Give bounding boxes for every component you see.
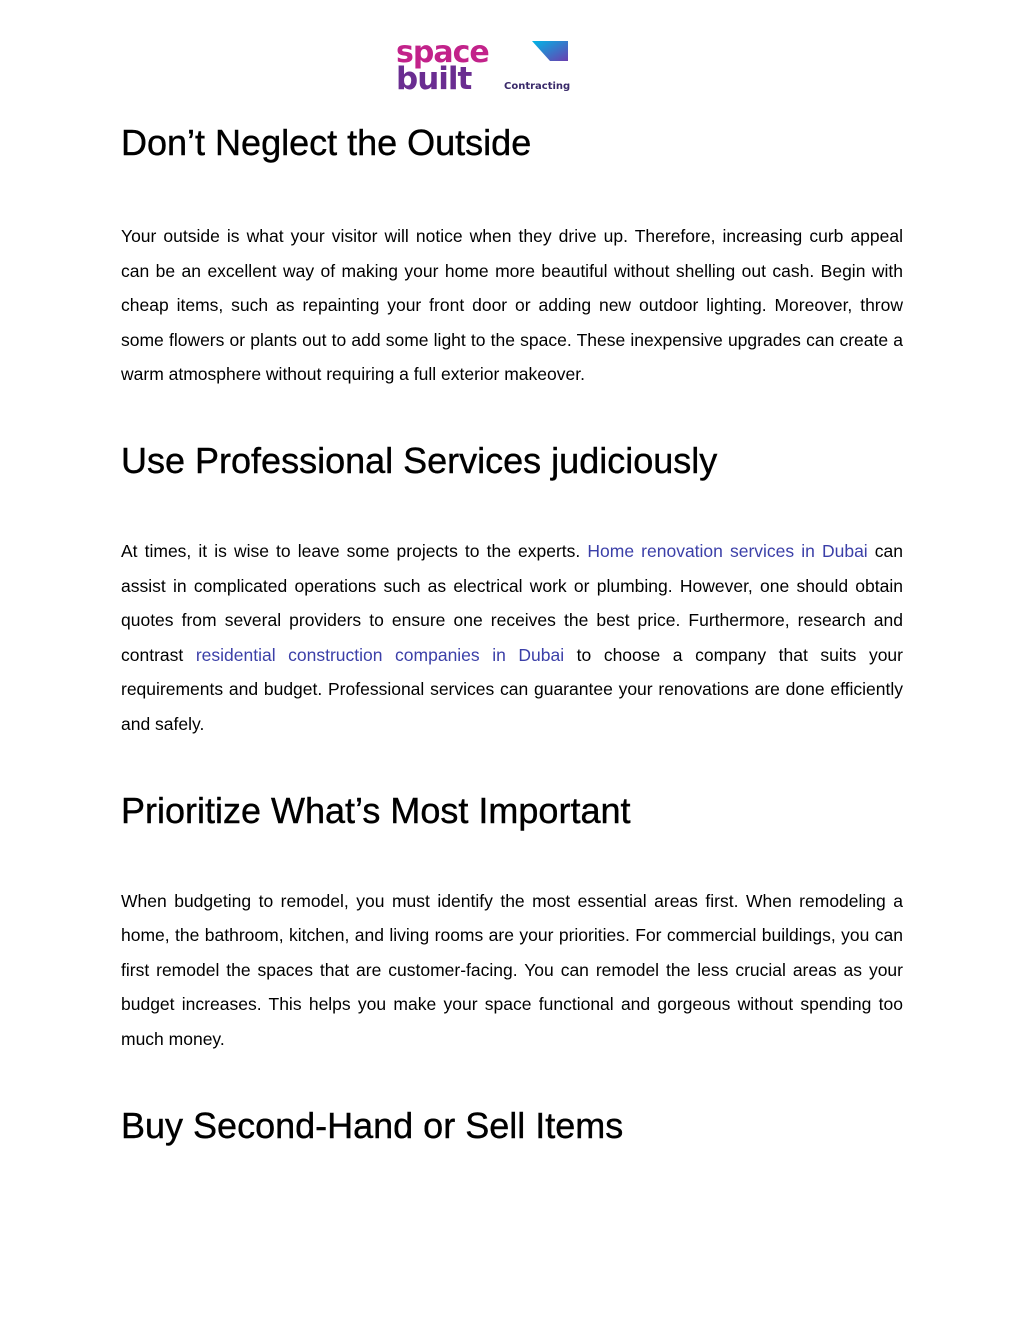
heading-prioritize-important: Prioritize What’s Most Important xyxy=(121,789,631,831)
link-home-renovation-services[interactable]: Home renovation services in Dubai xyxy=(587,540,868,561)
paragraph-text: can assist in complicated operations such as electrical work or plumbing. However, one should obtain quotes from several providers to ensure one receives the best price. Furthermore, research and contrast xyxy=(121,540,904,665)
paragraph-outside: Your outside is what your visitor will notice when they drive up. Therefore, increasing curb appeal can be an excellent way of making your home more beautiful without shelling out cash. Begin with cheap items, such as repainting your front door or adding new outdoor lighting. Moreover, throw some flowers or plants out to add some light to the space. These inexpensive upgrades can create a warm atmosphere without requiring a full exterior makeover. xyxy=(121,226,903,385)
logo-tagline: Contracting xyxy=(504,81,571,92)
link-residential-construction-companies[interactable]: residential construction companies in Dubai xyxy=(195,644,565,665)
heading-buy-second-hand: Buy Second-Hand or Sell Items xyxy=(121,1104,624,1146)
paragraph-text: At times, it is wise to leave some projects to the experts. xyxy=(121,540,588,561)
paragraph-text: to choose a company that suits your requirements and budget. Professional services can guarantee your renovations are done efficiently and safely. xyxy=(121,644,903,734)
logo-word-space: space xyxy=(396,35,489,70)
paragraph-professional-services xyxy=(121,534,903,742)
paragraph-prioritize: When budgeting to remodel, you must identify the most essential areas first. When remodeling a home, the bathroom, kitchen, and living rooms are your priorities. For commercial buildings, you can first remodel the spaces that are customer-facing. You can remodel the less crucial areas as your budget increases. This helps you make your space functional and gorgeous without spending too much money. xyxy=(121,890,903,1049)
logo-arrow-icon xyxy=(532,41,570,63)
heading-dont-neglect-outside: Don’t Neglect the Outside xyxy=(121,122,532,163)
space-built-logo xyxy=(396,35,576,100)
logo-word-built: built xyxy=(396,61,472,97)
document-content xyxy=(121,119,903,1150)
heading-professional-services: Use Professional Services judiciously xyxy=(121,439,718,481)
